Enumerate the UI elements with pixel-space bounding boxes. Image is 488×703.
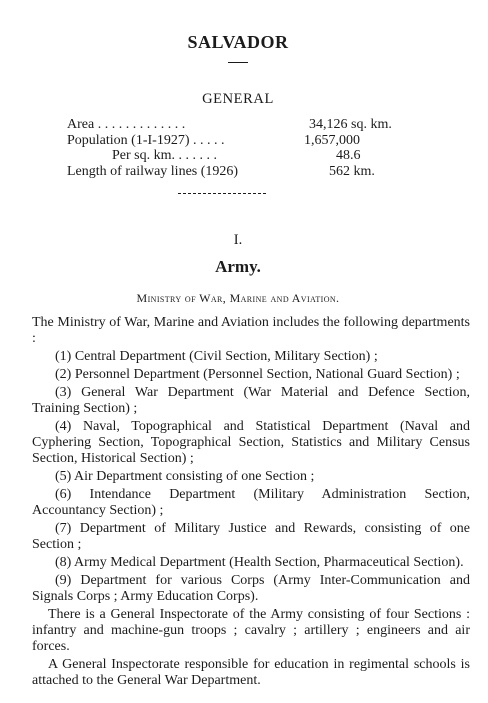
stat-value: 1,657,000 xyxy=(304,132,360,148)
stat-row-population xyxy=(67,133,427,149)
list-item: (9) Department for various Corps (Army Inter-Communication and Signals Corps ; Army Education Corps). xyxy=(32,573,470,604)
paragraph-inspectorate: There is a General Inspectorate of the Army consisting of four Sections : infantry and machine-gun troops ; cavalry ; artillery ; engineers and air forces. xyxy=(32,607,470,654)
ministry-heading: Ministry of War, Marine and Aviation. xyxy=(136,291,340,305)
part-title: Army. xyxy=(215,257,261,276)
stat-label: Area . . . . . . . . . . . . . xyxy=(67,117,186,132)
stat-label: Per sq. km. . . . . . . xyxy=(112,148,217,163)
list-item: (4) Naval, Topographical and Statistical Department (Naval and Cyphering Section, Topographical Section, Statistics and Military Census Section, Historical Section) ; xyxy=(32,419,470,466)
country-title: SALVADOR xyxy=(187,32,289,52)
stat-value: 562 km. xyxy=(329,163,375,179)
statistics-table xyxy=(67,117,427,179)
list-item: (7) Department of Military Justice and Rewards, consisting of one Section ; xyxy=(32,521,470,552)
paragraph-intro: The Ministry of War, Marine and Aviation includes the following departments : xyxy=(32,315,470,346)
list-item: (3) General War Department (War Material and Defence Section, Training Section) ; xyxy=(32,385,470,416)
stat-row-area xyxy=(67,117,427,133)
list-item: (1) Central Department (Civil Section, Military Section) ; xyxy=(55,349,378,364)
paragraph-education: A General Inspectorate responsible for education in regimental schools is attached to the General War Department. xyxy=(32,657,470,688)
list-item: (6) Intendance Department (Military Administration Section, Accountancy Section) ; xyxy=(32,487,470,518)
section-divider xyxy=(178,193,266,194)
stat-row-railway xyxy=(67,164,427,180)
list-item: (5) Air Department consisting of one Section ; xyxy=(55,469,315,484)
stat-label: Length of railway lines (1926) xyxy=(67,163,239,179)
section-heading-general: GENERAL xyxy=(202,91,274,107)
part-number: I. xyxy=(233,232,243,248)
stat-value: 34,126 sq. km. xyxy=(309,117,392,132)
body-text xyxy=(32,315,470,691)
stat-value: 48.6 xyxy=(336,148,361,163)
title-divider xyxy=(228,62,248,63)
list-item: (2) Personnel Department (Personnel Section, National Guard Section) ; xyxy=(55,367,460,382)
stat-row-density xyxy=(67,148,427,164)
stat-label: Population (1-I-1927) . . . . . xyxy=(67,132,225,148)
list-item: (8) Army Medical Department (Health Section, Pharmaceutical Section). xyxy=(55,555,464,570)
